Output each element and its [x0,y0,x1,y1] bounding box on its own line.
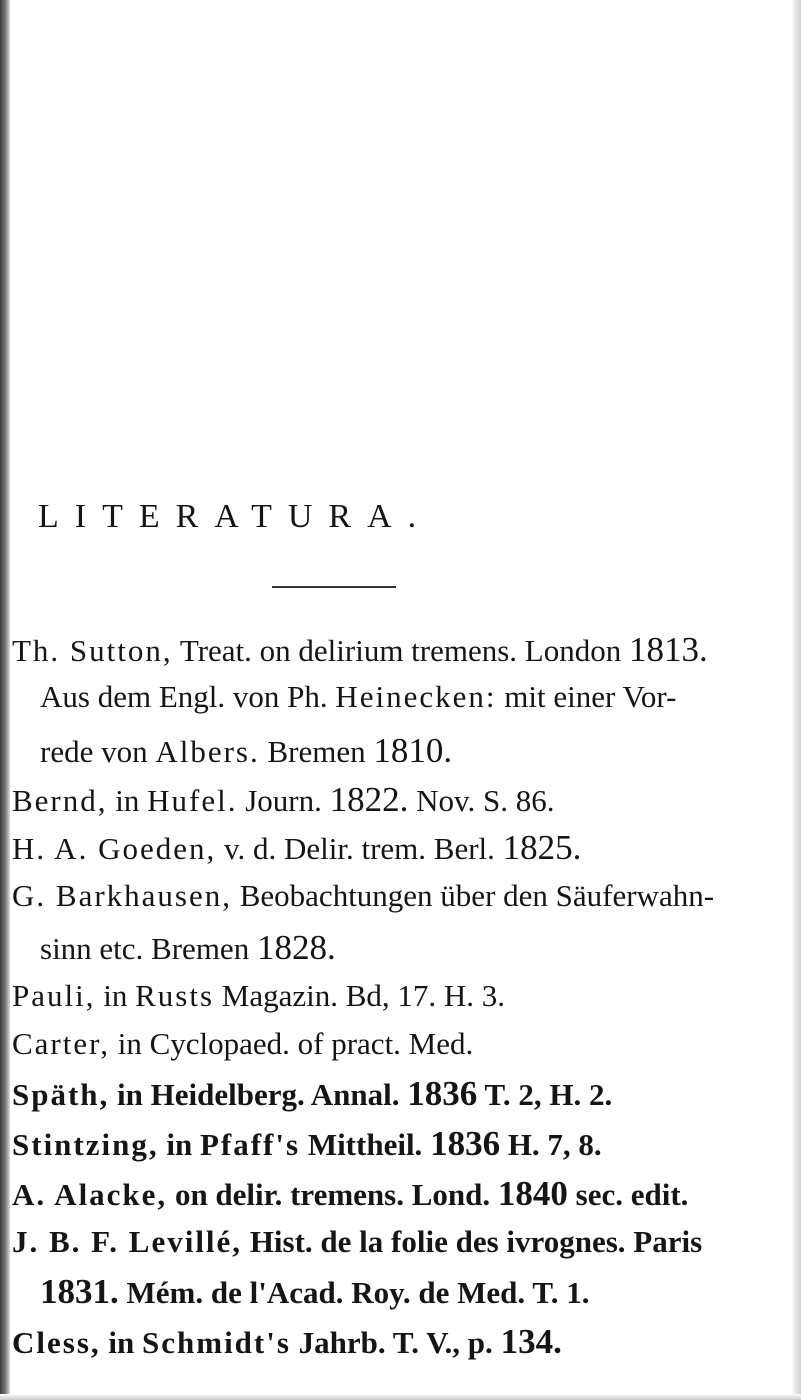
entry-author: Bernd, [12,783,108,818]
entry-text: sinn etc. Bremen [40,931,257,966]
entry-text: Mém. de l'Acad. Roy. de Med. T. 1. [118,1275,590,1310]
entry-line [12,1226,702,1257]
entry-text: sec. edit. [567,1177,689,1212]
entry-author: A. Alacke, [12,1177,168,1212]
entry-year: 1828. [256,928,336,967]
entry-text: on delir. tremens. Lond. [167,1177,498,1212]
entry-text: Magazin. Bd, 17. H. 3. [214,978,506,1013]
entry-author: H. A. Goeden, [12,831,217,866]
entry-text: in Cyclopaed. of pract. Med. [109,1026,474,1061]
entry-author: G. Barkhausen, [12,878,232,913]
entry-line [12,880,714,911]
entry-line [12,1176,688,1211]
entry-text: Nov. S. 86. [408,783,555,818]
entry-text: mit einer Vor- [496,679,677,714]
entry-line [12,1076,612,1111]
entry-year: 134. [500,1322,562,1361]
entry-text: in [95,978,136,1013]
entry-text: Mittheil. [300,1127,431,1162]
entry-year: 1813. [629,630,708,669]
entry-author: Cless, [12,1325,101,1360]
entry-text: rede von [40,734,156,769]
entry-author: J. B. F. Levillé, [12,1224,243,1259]
entry-line [40,733,452,768]
entry-author: Stintzing, [12,1127,159,1162]
entry-line [12,782,555,817]
entry-year: 1822. [329,780,409,819]
entry-author: Pauli, [12,978,96,1013]
entry-author: Carter, [12,1026,110,1061]
entry-line [12,1324,562,1359]
entry-text: Journ. [237,783,330,818]
entry-text: in [100,1325,142,1360]
entry-author: Heinecken: [335,679,497,714]
entry-text: in Heidelberg. Annal. [109,1077,408,1112]
entry-line [40,930,336,965]
entry-text: in [107,783,148,818]
entry-author: Rusts [135,978,215,1013]
entry-text: Jahrb. T. V., p. [290,1325,501,1360]
entry-author: Späth, [12,1077,110,1112]
entry-author: Albers. [155,734,260,769]
entry-text: Aus dem Engl. von Ph. [40,679,336,714]
entry-year: 1836 [430,1124,501,1163]
entry-year: 1825. [502,828,582,867]
entry-text: in [158,1127,200,1162]
entry-text: Bremen [259,734,374,769]
entry-line [12,1126,602,1161]
entry-year: 1831. [40,1272,119,1311]
entry-author: Pfaff's [199,1127,301,1162]
entry-line [40,1274,589,1309]
entry-year: 1836 [407,1074,478,1113]
entry-line [12,980,505,1011]
entry-line [12,830,581,865]
entry-author: Hufel. [147,783,238,818]
entry-year: 1840 [497,1174,568,1213]
entry-text: H. 7, 8. [500,1127,602,1162]
entry-year: 1810. [373,731,453,770]
entry-line [12,1028,473,1059]
entry-line [40,681,676,712]
page-title: LITERATURA. [38,498,433,535]
entry-text: Treat. on delirium tremens. London [172,633,629,668]
entry-author: Schmidt's [142,1325,291,1360]
entry-text: Beobachtungen über den Säuferwahn- [231,878,715,913]
entry-text: v. d. Delir. trem. Berl. [216,831,503,866]
entry-text: Hist. de la folie des ivrognes. Paris [242,1224,703,1259]
entry-text: T. 2, H. 2. [477,1077,613,1112]
entry-line [12,632,708,667]
entry-author: Th. Sutton, [12,633,173,668]
